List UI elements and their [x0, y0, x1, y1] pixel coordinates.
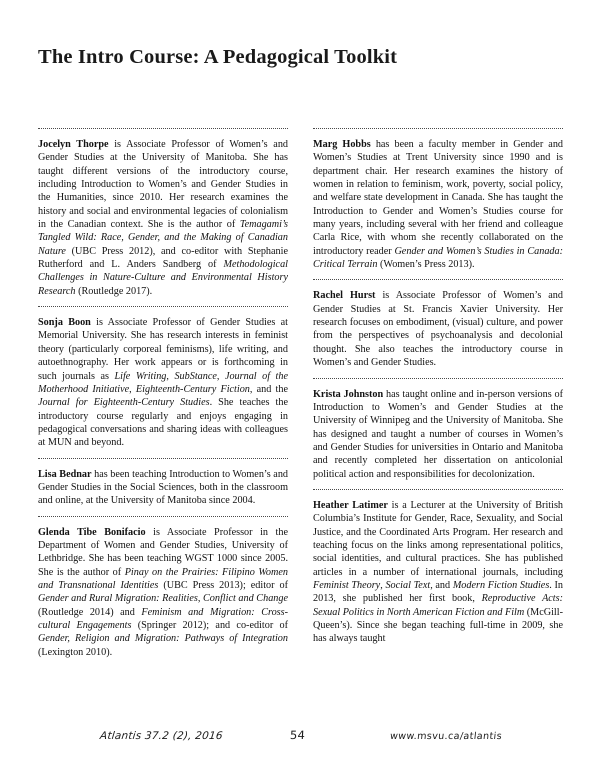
footer-website-url[interactable]: www.msvu.ca/atlantis	[389, 731, 503, 742]
dotted-separator	[313, 489, 563, 490]
contributor-bio: Glenda Tibe Bonifacio is Associate Professor in the Department of Women and Gender Studies, University of Lethbridge. She has been teaching WGST 1000 since 2005. She is the author of Pinay on the Prairies: Filipino Women and Transnational Identities (UBC Press 2013); editor of Gender and Rural Migration: Realities, Conflict and Change (Routledge 2014) and Feminism and Migration: Cross-cultural Engagements (Springer 2012); and co-editor of Gender, Religion and Migration: Pathways of Integration (Lexington 2010).	[38, 526, 288, 658]
dotted-separator	[313, 378, 563, 379]
page-footer	[38, 728, 563, 752]
dotted-separator	[313, 279, 563, 280]
dotted-separator	[38, 516, 288, 517]
contributor-bio: Krista Johnston has taught online and in-person versions of Introduction to Women’s and Gender Studies at the University of Winnipeg and the University of Manitoba. She has designed and taught a number of courses in Women’s and Gender Studies for universities in Ontario and Manitoba and recently completed her dissertation on anticolonial political action and responsibilities for decolonization.	[313, 388, 563, 480]
contributor-bio: Heather Latimer is a Lecturer at the University of British Columbia’s Institute for Gender, Race, Sexuality, and Social Justice, and the Coordinated Arts Program. Her research and teaching focus on the links among representational politics, social identities, and cultural practices. She has published articles in a number of international journals, including Feminist Theory, Social Text, and Modern Fiction Studies. In 2013, she published her first book, Reproductive Acts: Sexual Politics in North American Fiction and Film (McGill-Queen’s). Since she began teaching full-time in 2009, she has always taught	[313, 499, 563, 645]
contributor-bio: Marg Hobbs has been a faculty member in Gender and Women’s Studies at Trent University since 1990 and is department chair. Her research examines the history of women in relation to feminism, work, poverty, social policy, and welfare state development in Canada. She has taught the Introduction to Gender and Women’s Studies course for many years, including several with her friend and colleague Carla Rice, with whom she recently collaborated on the introductory reader Gender and Women’s Studies in Canada: Critical Terrain (Women’s Press 2013).	[313, 139, 564, 271]
dotted-separator	[313, 128, 563, 129]
left-column	[38, 128, 288, 713]
contributor-bio: Rachel Hurst is Associate Professor of Women’s and Gender Studies at St. Francis Xavier University. Her research focuses on embodiment, (visual) culture, and power from the perspectives of psychoanalysis and decolonial thought. She also teaches the introductory course in Women’s and Gender Studies.	[313, 290, 563, 369]
footer-journal-citation: Atlantis 37.2 (2), 2016	[99, 730, 224, 742]
footer-page-number: 54	[289, 728, 306, 742]
contributor-bio: Jocelyn Thorpe is Associate Professor of Women’s and Gender Studies at the University of Manitoba. She has taught different versions of the introductory course, including Introduction to Women’s and Gender Studies in the Humanities, since 2010. Her research examines the history and social and environmental legacies of colonialism in the Canadian context. She is the author of Temagami’s Tangled Wild: Race, Gender, and the Making of Canadian Nature (UBC Press 2012), and co-editor with Stephanie Rutherford and L. Anders Sandberg of Methodological Challenges in Nature-Culture and Environmental History Research (Routledge 2017).	[38, 139, 289, 297]
two-column-body	[38, 128, 563, 713]
contributor-bio: Sonja Boon is Associate Professor of Gender Studies at Memorial University. She has research interests in feminist theory (particularly corporeal feminisms), life writing, and autoethnography. Her work appears or is forthcoming in such journals as Life Writing, SubStance, Journal of the Motherhood Initiative, Eighteenth-Century Fiction, and the Journal for Eighteenth-Century Studies. She teaches the introductory course regularly and enjoys engaging in pedagogical conversations and sharing ideas with colleagues at MUN and beyond.	[38, 317, 289, 449]
dotted-separator	[38, 306, 288, 307]
dotted-separator	[38, 128, 288, 129]
dotted-separator	[38, 458, 288, 459]
right-column	[313, 128, 563, 713]
page-title: The Intro Course: A Pedagogical Toolkit	[38, 45, 398, 68]
contributor-bio: Lisa Bednar has been teaching Introduction to Women’s and Gender Studies in the Social Sciences, both in the classroom and online, at the University of Manitoba since 2004.	[38, 468, 289, 507]
